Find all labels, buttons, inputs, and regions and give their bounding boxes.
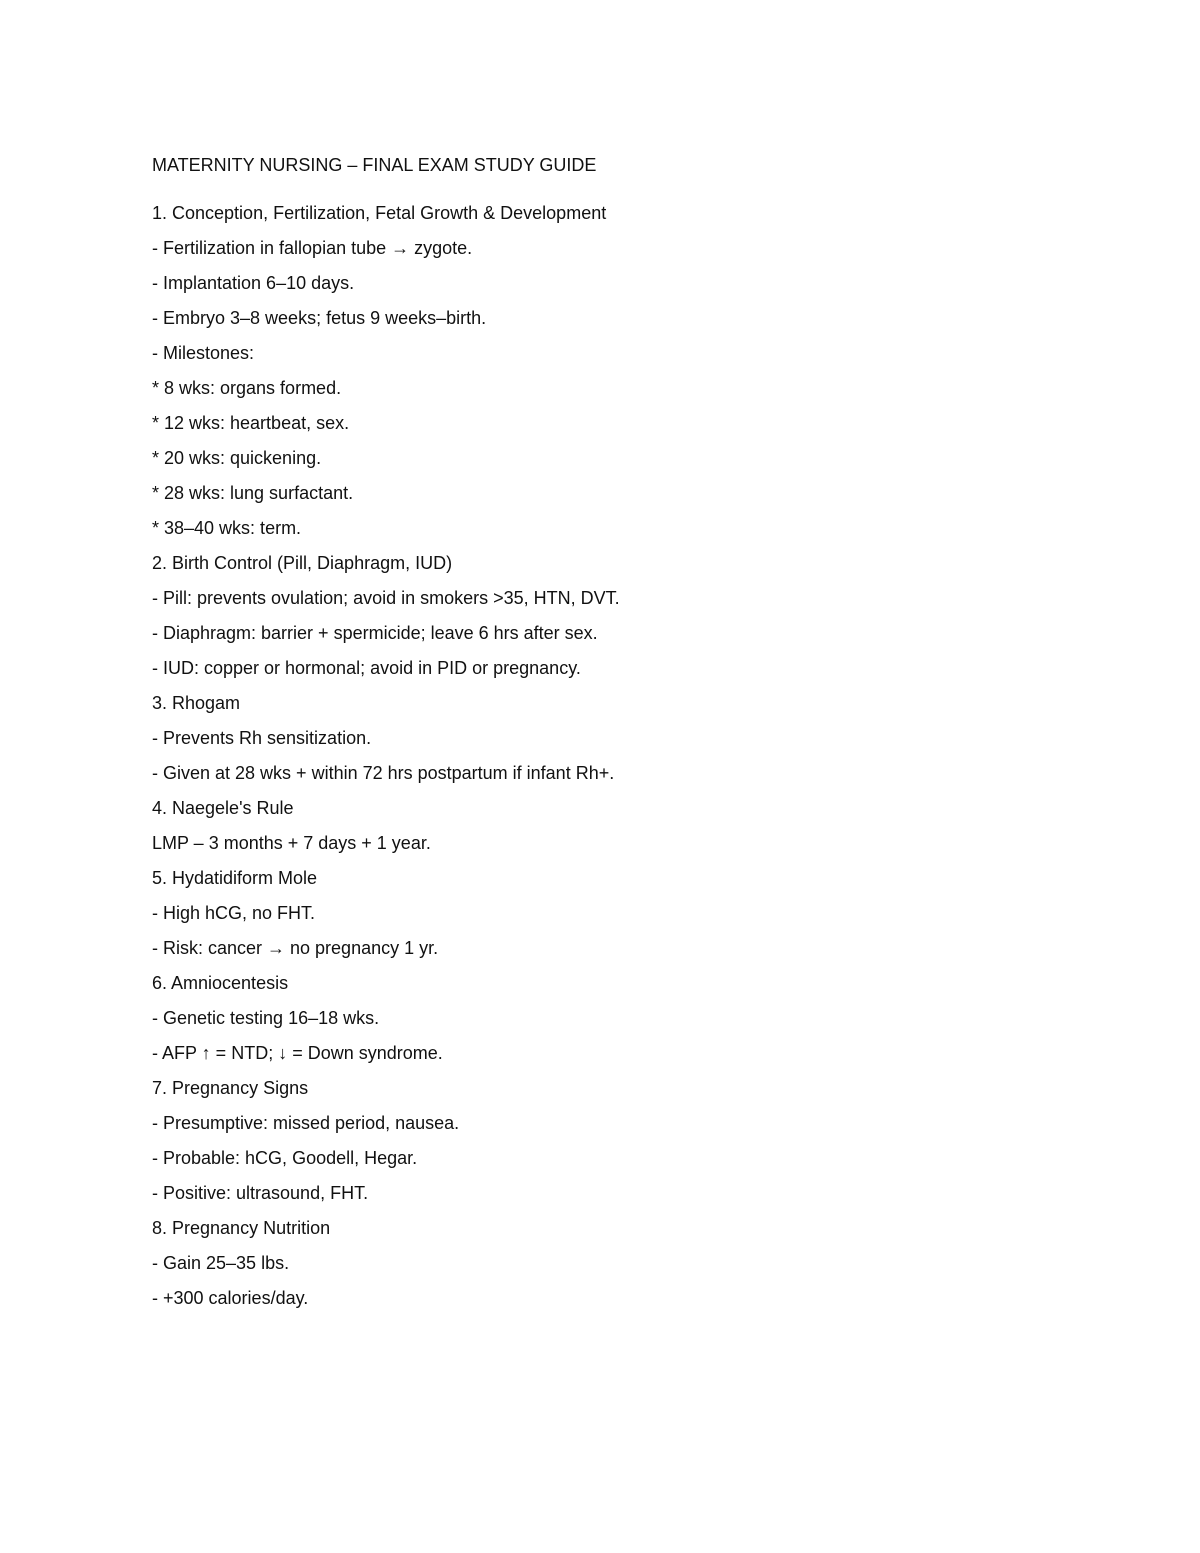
section-heading: 8. Pregnancy Nutrition <box>152 1218 331 1238</box>
section-heading: 4. Naegele's Rule <box>152 798 294 818</box>
list-item: - Prevents Rh sensitization. <box>152 728 372 748</box>
list-item: - Gain 25–35 lbs. <box>152 1253 290 1273</box>
section-heading: 1. Conception, Fertilization, Fetal Growth & Development <box>152 203 607 223</box>
list-item: * 8 wks: organs formed. <box>152 378 342 398</box>
list-item: - Implantation 6–10 days. <box>152 273 355 293</box>
section-heading: 7. Pregnancy Signs <box>152 1078 309 1098</box>
list-item: * 12 wks: heartbeat, sex. <box>152 413 350 433</box>
document-title: MATERNITY NURSING – FINAL EXAM STUDY GUIDE <box>152 155 597 175</box>
list-item: - Fertilization in fallopian tube → zygote. <box>152 238 473 258</box>
list-item: * 20 wks: quickening. <box>152 448 322 468</box>
list-item: - Diaphragm: barrier + spermicide; leave 6 hrs after sex. <box>152 623 598 643</box>
list-item: - Genetic testing 16–18 wks. <box>152 1008 380 1028</box>
section-hydatidiform-mole <box>152 866 1112 960</box>
section-heading: 2. Birth Control (Pill, Diaphragm, IUD) <box>152 553 453 573</box>
section-pregnancy-nutrition <box>152 1216 1112 1310</box>
list-item: - High hCG, no FHT. <box>152 903 316 923</box>
list-item: - Milestones: <box>152 343 255 363</box>
section-pregnancy-signs <box>152 1076 1112 1205</box>
section-conception <box>152 201 1112 540</box>
list-item: - IUD: copper or hormonal; avoid in PID or pregnancy. <box>152 658 581 678</box>
document-body <box>152 153 1112 1321</box>
list-item: * 28 wks: lung surfactant. <box>152 483 354 503</box>
list-item: - Presumptive: missed period, nausea. <box>152 1113 460 1133</box>
list-item: - Embryo 3–8 weeks; fetus 9 weeks–birth. <box>152 308 487 328</box>
list-item: - Given at 28 wks + within 72 hrs postpartum if infant Rh+. <box>152 763 615 783</box>
list-item: - AFP ↑ = NTD; ↓ = Down syndrome. <box>152 1043 443 1063</box>
section-heading: 6. Amniocentesis <box>152 973 289 993</box>
list-item: - Risk: cancer → no pregnancy 1 yr. <box>152 938 439 958</box>
section-birth-control <box>152 551 1112 680</box>
section-rhogam <box>152 691 1112 785</box>
section-naegeles-rule <box>152 796 1112 855</box>
list-item: * 38–40 wks: term. <box>152 518 302 538</box>
list-item: - Positive: ultrasound, FHT. <box>152 1183 369 1203</box>
list-item: - Probable: hCG, Goodell, Hegar. <box>152 1148 418 1168</box>
section-heading: 5. Hydatidiform Mole <box>152 868 318 888</box>
list-item: - +300 calories/day. <box>152 1288 309 1308</box>
section-heading: 3. Rhogam <box>152 693 241 713</box>
list-item: - Pill: prevents ovulation; avoid in smokers >35, HTN, DVT. <box>152 588 620 608</box>
list-item: LMP – 3 months + 7 days + 1 year. <box>152 833 431 853</box>
section-amniocentesis <box>152 971 1112 1065</box>
